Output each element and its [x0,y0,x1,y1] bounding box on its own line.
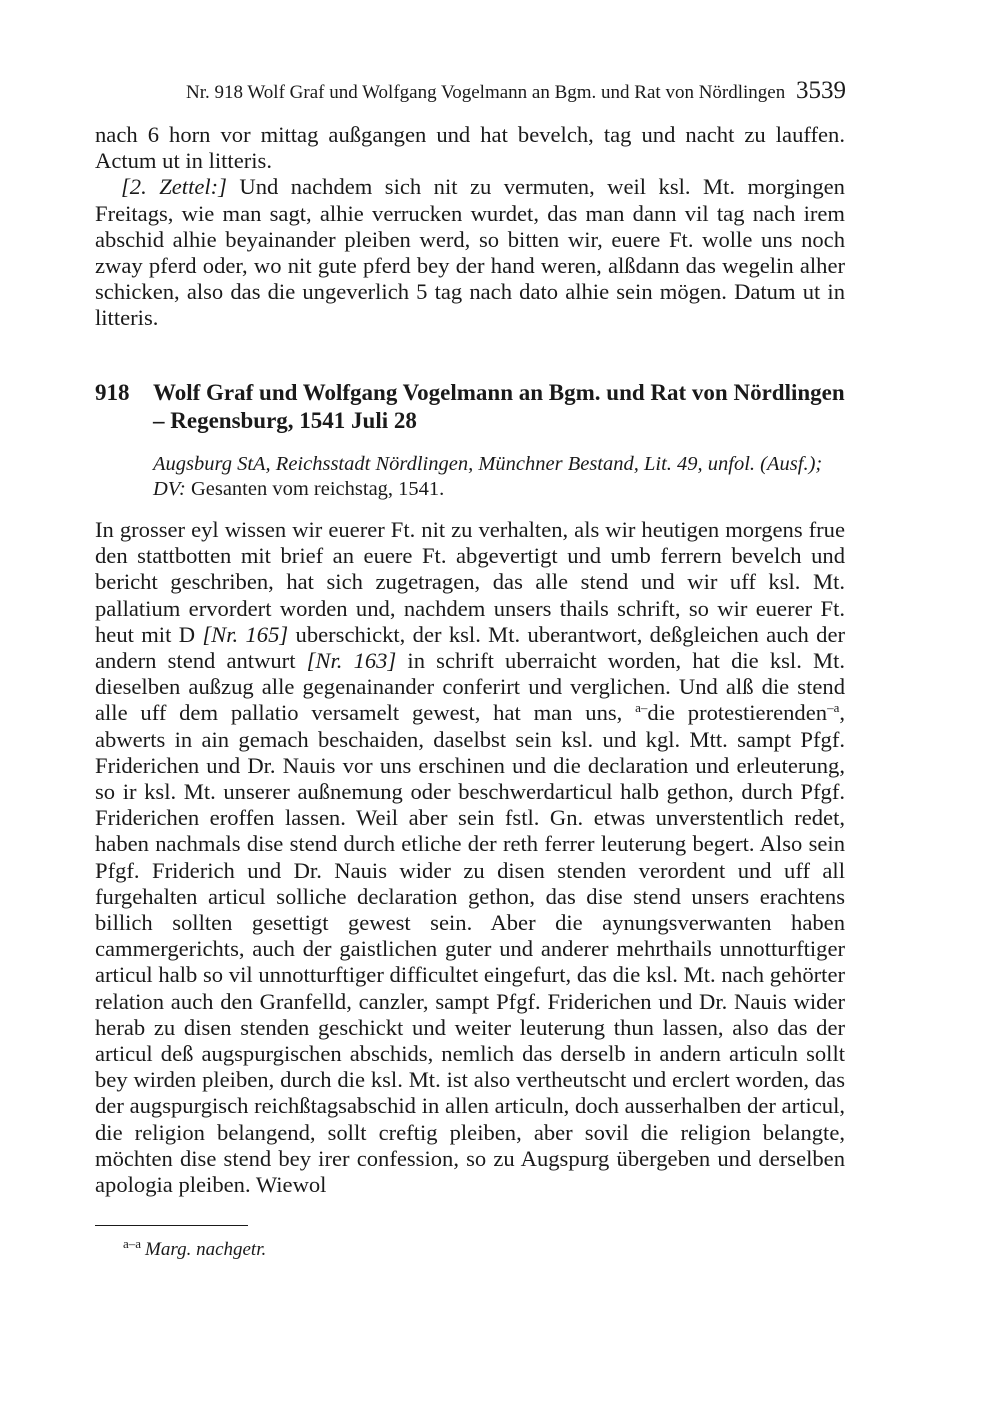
slip-marker: [2. Zettel:] [121,174,227,200]
document-heading [95,379,855,435]
dv-label: DV: [153,478,186,500]
letter-body [95,517,845,1198]
body-text: In grosser eyl wissen wir euerer Ft. nit zu verhalten, als wir heutigen morgens frue den stattbotten mit brief an euere Ft. abgevertigt und umb ferrern bevelch und bericht geschriben, hat sich zugetragen, das alle stend und wir uff ksl. Mt. pallatium ervordert worden und, nachdem unsers thails schrift, so wir euerer Ft. heut mit D [95,517,845,647]
dv-text: Gesanten vom reichstag, 1541. [185,478,445,500]
archive-reference: Augsburg StA, Reichsstadt Nördlingen, Münchner Bestand, Lit. 49, unfol. (Ausf.); [153,453,823,475]
document-number: 918 [95,380,130,405]
cross-reference-163: [Nr. 163] [306,648,397,674]
previous-document-ending [95,122,845,332]
slip-text: Und nachdem sich nit zu vermuten, weil ksl. Mt. morgingen Freitags, wie man sagt, alhie verrucken wurdet, das man dann vil tag nach irem abschid alhie beyainander pleiben werd, so bitten wir, euere Ft. wolle uns noch zway pferd oder, wo nit gute pferd bey der hand weren, alßdann das wegelin alher schicken, also das die ungeverlich 5 tag nach dato alhie sein mögen. Datum ut in litteris. [95,174,845,331]
closing-paragraph: nach 6 horn vor mittag außgangen und hat bevelch, tag und nacht zu lauffen. Actum ut in litteris. [95,122,845,174]
page-number: 3539 [796,77,846,104]
footnote-marker: a–a [123,1236,142,1251]
footnote [123,1232,266,1262]
marked-text: die protestierenden [647,700,828,726]
body-paragraph [95,517,845,1198]
footnote-text: Marg. nachgetr. [145,1239,267,1260]
second-slip-paragraph [95,174,845,331]
body-text: uberschickt, der ksl. Mt. uberantwort, deßgleichen auch der andern stend antwurt [95,621,845,674]
footnote-mark-open: a– [635,700,648,716]
running-header [95,78,846,106]
footnote-mark-close: –a [827,700,840,716]
document-title: Wolf Graf und Wolfgang Vogelmann an Bgm. und Rat von Nördlingen – Regensburg, 1541 Juli 28 [153,380,845,433]
source-note [153,452,845,502]
cross-reference-165: [Nr. 165] [202,621,289,647]
body-text: in schrift uberraicht worden, hat die ksl. Mt. dieselben außzug alle gegenainander conferirt und verglichen. Und alß die stend alle uff dem pallatio versamelt gewest, hat man uns, [95,648,846,726]
body-text: , abwerts in ain gemach beschaiden, daselbst sein ksl. und kgl. Mtt. sampt Pfgf. Friderichen und Dr. Nauis vor uns erschinen und die declaration und erleuterung, so ir ksl. Mt. unserer außnemung oder beschwerdarticul halb gethon, durch Pfgf. Friderichen eroffen lassen. Weil aber sein fstl. Gn. etwas unverstentlich redet, haben nachmals dise stend durch etliche der reth ferrer leuterung begert. Also sein Pfgf. Friderich und Dr. Nauis wider zu disen stenden verordent und uff all furgehalten articul solliche declaration gethon, das dise stend unsers erachtens billich sollten gesettigt gewest sein. Aber die aynungsverwanten haben cammergerichts, auch der gaistlichen guter und anderer mehrthails unnotturftiger articul halb so vil unnotturftiger difficultet eingefurt, das die ksl. Mt. nach gehörter relation auch den Granfelld, canzler, sampt Pfgf. Friderichen und Dr. Nauis wider herab zu disen stenden geschickt und weiter leuterung thun lassen, also das der articul deß augspurgischen abschids, nemlich das derselb in andern articuln sollt bey wirden pleiben, durch die ksl. Mt. ist also vertheutscht und erclert worden, das der augspurgisch reichßtagsabschid in allen articuln, doch ausserhalben der articul, die religion belangend, sollt creftig pleiben, aber sovil die religion belangte, möchten dise stend bey irer confession, so zu Augspurg übergeben und derselben apologia pleiben. Wiewol [95,700,845,1198]
footnote-rule [95,1225,248,1226]
running-title: Nr. 918 Wolf Graf und Wolfgang Vogelmann an Bgm. und Rat von Nördlingen [185,82,786,103]
